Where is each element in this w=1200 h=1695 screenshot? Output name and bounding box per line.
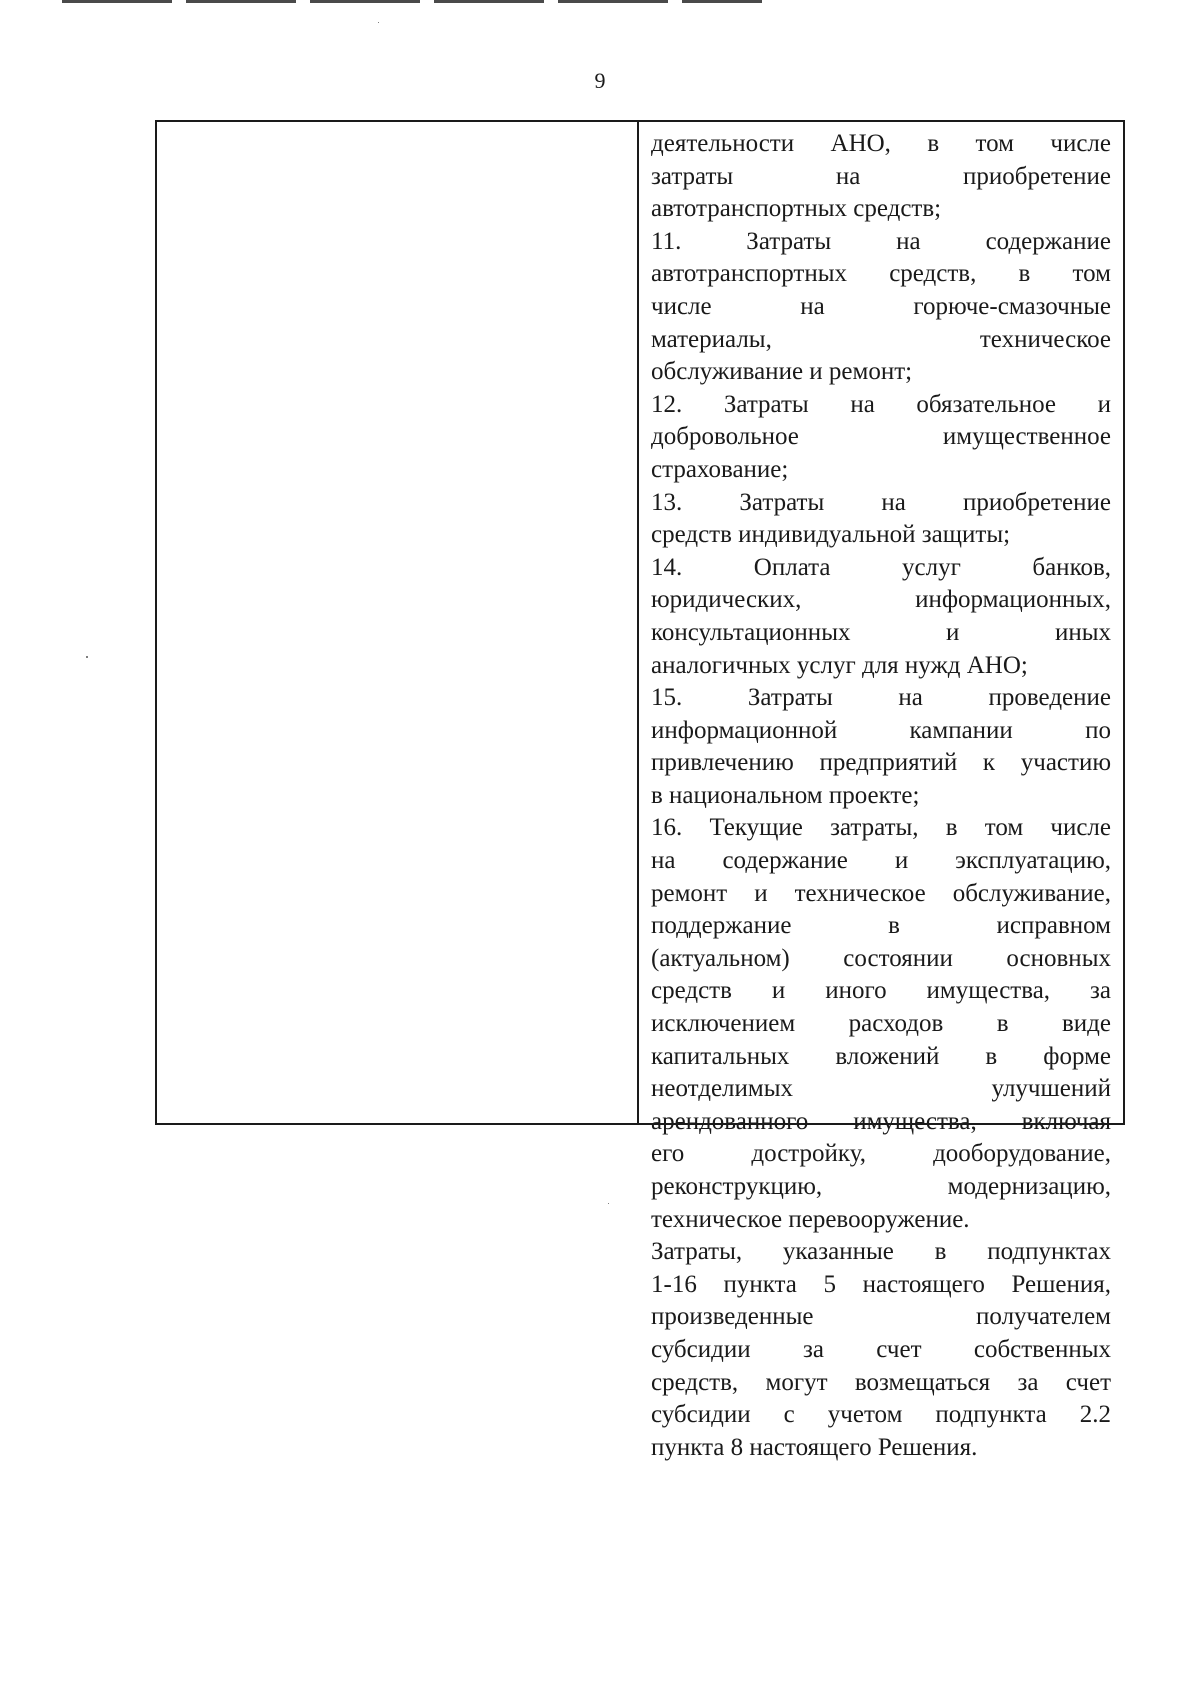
text-line: субсидии с учетом подпункта 2.2	[651, 1401, 1111, 1429]
text-line: ремонт и техническое обслуживание,	[651, 879, 1111, 907]
text-line: автотранспортных средств, в том	[651, 260, 1111, 288]
page-number: 9	[594, 68, 606, 93]
list-item-13	[651, 487, 1111, 552]
text-line: 1-16 пункта 5 настоящего Решения,	[651, 1270, 1111, 1298]
text-line: Затраты, указанные в подпунктах	[651, 1238, 1111, 1266]
text-line: средств индивидуальной защиты;	[651, 521, 1011, 549]
text-line: числе на горюче-смазочные	[651, 292, 1111, 320]
text-line: аналогичных услуг для нужд АНО;	[651, 651, 1028, 679]
text-line: пункта 8 настоящего Решения.	[651, 1433, 978, 1461]
text-line: материалы, техническое	[651, 325, 1111, 353]
scan-speck	[86, 656, 88, 658]
text-line: страхование;	[651, 455, 789, 483]
text-line: 12. Затраты на обязательное и	[651, 390, 1111, 418]
text-line: арендованного имущества, включая	[651, 1107, 1111, 1135]
scan-speck	[378, 22, 379, 23]
text-line: информационной кампании по	[651, 716, 1111, 744]
list-item-11	[651, 226, 1111, 389]
table-left-column	[157, 122, 639, 1123]
text-line: деятельности АНО, в том числе	[651, 130, 1111, 157]
text-line: обслуживание и ремонт;	[651, 358, 913, 386]
text-line: (актуальном) состоянии основных	[651, 944, 1111, 972]
text-line: 11. Затраты на содержание	[651, 227, 1111, 255]
text-line: 13. Затраты на приобретение	[651, 488, 1111, 516]
list-item-16	[651, 812, 1111, 1236]
text-line: средств, могут возмещаться за счет	[651, 1368, 1111, 1396]
document-table	[155, 120, 1125, 1461]
text-line: его достройку, дооборудование,	[651, 1140, 1111, 1168]
text-line: автотранспортных средств;	[651, 195, 942, 223]
text-line: реконструкцию, модернизацию,	[651, 1173, 1111, 1200]
closing-paragraph	[651, 1236, 1111, 1464]
list-item-14	[651, 552, 1111, 682]
list-item-12	[651, 389, 1111, 487]
text-line: поддержание в исправном	[651, 912, 1111, 940]
text-line: капитальных вложений в форме	[651, 1042, 1111, 1070]
scan-edge-artifact	[62, 0, 762, 3]
text-line: произведенные получателем	[651, 1303, 1111, 1331]
text-line: в национальном проекте;	[651, 781, 920, 809]
text-line: 16. Текущие затраты, в том числе	[651, 814, 1111, 842]
text-line: субсидии за счет собственных	[651, 1335, 1111, 1363]
text-line: неотделимых улучшений	[651, 1075, 1111, 1103]
text-line: затраты на приобретение	[651, 162, 1111, 190]
text-line: добровольное имущественное	[651, 423, 1111, 451]
text-line: средств и иного имущества, за	[651, 977, 1111, 1005]
paragraph-continuation	[651, 128, 1111, 226]
text-line: на содержание и эксплуатацию,	[651, 847, 1111, 875]
scan-speck	[608, 1203, 609, 1204]
text-line: 14. Оплата услуг банков,	[651, 553, 1111, 581]
list-item-15	[651, 682, 1111, 812]
text-line: консультационных и иных	[651, 618, 1111, 646]
table-right-column	[639, 122, 1123, 1461]
text-line: техническое перевооружение.	[651, 1205, 970, 1233]
text-line: юридических, информационных,	[651, 586, 1111, 614]
text-line: 15. Затраты на проведение	[651, 684, 1111, 712]
text-line: привлечению предприятий к участию	[651, 749, 1111, 777]
text-line: исключением расходов в виде	[651, 1010, 1111, 1038]
